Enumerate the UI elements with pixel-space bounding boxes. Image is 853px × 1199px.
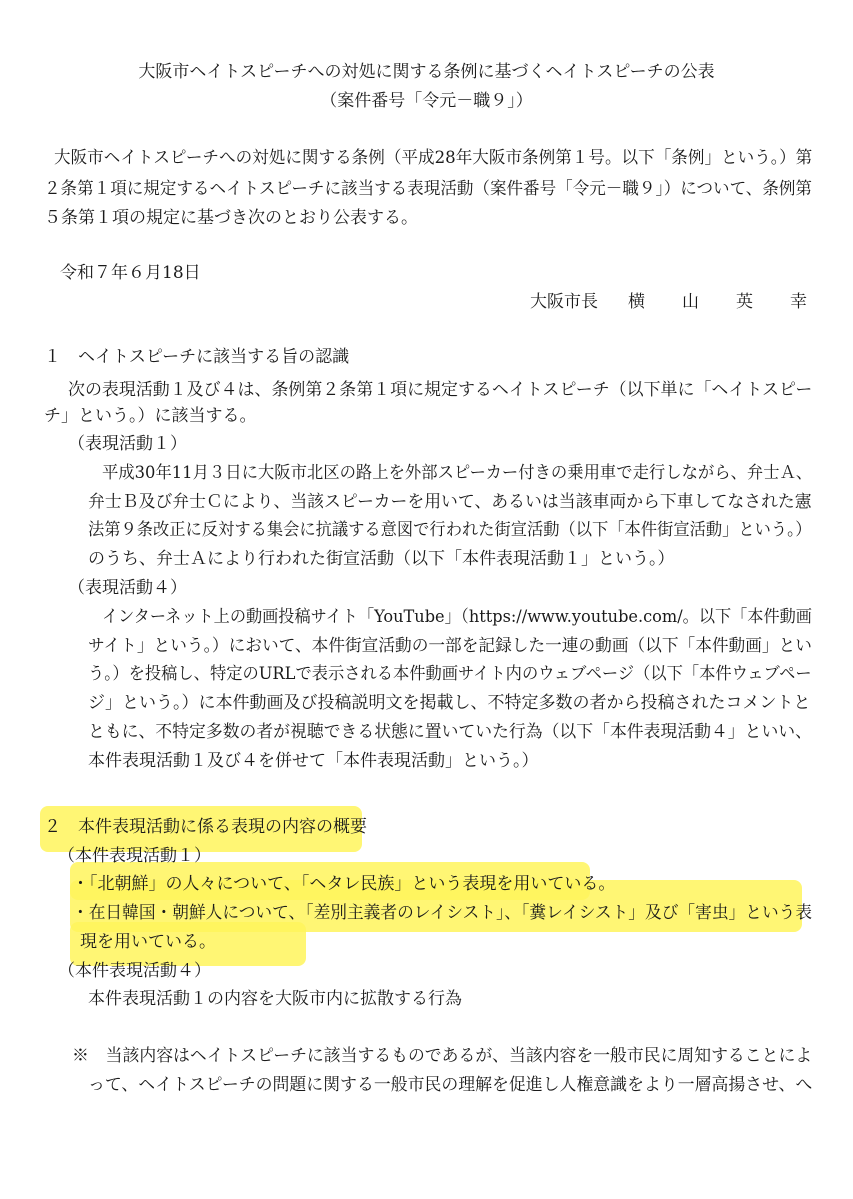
- activity4-line-2: サイト」という。）において、本件街宣活動の一部を記録した一連の動画（以下「本件動画」とい: [88, 636, 812, 656]
- section2-activity1-label: （本件表現活動１）: [58, 846, 211, 866]
- activity1-line-4: のうち、弁士Ａにより行われた街宣活動（以下「本件表現活動１」という。）: [88, 549, 675, 569]
- case-number: （案件番号「令元－職９」）: [320, 91, 533, 111]
- activity4-line-1: インターネット上の動画投稿サイト「YouTube」（https://www.youtube.com/。以下「本件動画: [102, 607, 812, 627]
- section2-bullet-1: ・「北朝鮮」の人々について、「ヘタレ民族」という表現を用いている。: [72, 874, 616, 894]
- section1-heading: １ ヘイトスピーチに該当する旨の認識: [44, 347, 350, 367]
- section1-body-line-1: 次の表現活動１及び４は、条例第２条第１項に規定するヘイトスピーチ（以下単に「ヘイトスピー: [68, 380, 813, 400]
- activity4-line-6: 本件表現活動１及び４を併せて「本件表現活動」という。）: [88, 751, 539, 771]
- signatory-name-char: 山: [682, 292, 699, 312]
- note-line-1: ※ 当該内容はヘイトスピーチに該当するものであるが、当該内容を一般市民に周知することによ: [72, 1046, 813, 1066]
- intro-line-2: ２条第１項に規定するヘイトスピーチに該当する表現活動（案件番号「令元－職９」）について、条例第: [44, 179, 812, 199]
- document-title: 大阪市ヘイトスピーチへの対処に関する条例に基づくヘイトスピーチの公表: [138, 62, 715, 82]
- activity1-line-3: 法第９条改正に反対する集会に抗議する意図で行われた街宣活動（以下「本件街宣活動」という。）: [88, 520, 812, 540]
- activity4-line-4: ジ」という。）に本件動画及び投稿説明文を掲載し、不特定多数の者から投稿されたコメントと: [88, 693, 811, 713]
- activity1-label: （表現活動１）: [68, 434, 187, 454]
- publication-date: 令和７年６月18日: [60, 263, 201, 283]
- signatory-title: 大阪市長: [530, 292, 598, 312]
- section2-bullet-2: ・在日韓国・朝鮮人について、「差別主義者のレイシスト」、「糞レイシスト」及び「害虫」という表: [72, 903, 813, 923]
- note-line-2: って、ヘイトスピーチの問題に関する一般市民の理解を促進し人権意識をより一層高揚させ、へ: [88, 1075, 813, 1095]
- intro-line-1: 大阪市ヘイトスピーチへの対処に関する条例（平成28年大阪市条例第１号。以下「条例」という。）第: [54, 148, 813, 168]
- signatory-name-char: 英: [736, 292, 753, 312]
- section2-activity4-label: （本件表現活動４）: [58, 961, 211, 981]
- intro-line-3: ５条第１項の規定に基づき次のとおり公表する。: [44, 208, 418, 228]
- activity4-line-5: ともに、不特定多数の者が視聴できる状態に置いていた行為（以下「本件表現活動４」といい、: [88, 722, 812, 742]
- activity1-line-1: 平成30年11月３日に大阪市北区の路上を外部スピーカー付きの乗用車で走行しながら、弁士Ａ、: [102, 463, 813, 483]
- activity1-line-2: 弁士Ｂ及び弁士Ｃにより、当該スピーカーを用いて、あるいは当該車両から下車してなされた憲: [88, 492, 812, 512]
- activity4-label: （表現活動４）: [68, 578, 187, 598]
- signatory: [530, 292, 807, 312]
- signatory-name-char: 横: [628, 292, 645, 312]
- activity4-line-3: う。）を投稿し、特定のURLで表示される本件動画サイト内のウェブページ（以下「本件ウェブペー: [88, 664, 812, 684]
- section1-body-line-2: チ」という。）に該当する。: [44, 406, 257, 426]
- section2-heading: ２ 本件表現活動に係る表現の内容の概要: [44, 817, 367, 837]
- section2-bullet-2-cont: 現を用いている。: [80, 932, 216, 952]
- section2-activity4-line: 本件表現活動１の内容を大阪市内に拡散する行為: [88, 989, 462, 1009]
- signatory-name-char: 幸: [790, 292, 807, 312]
